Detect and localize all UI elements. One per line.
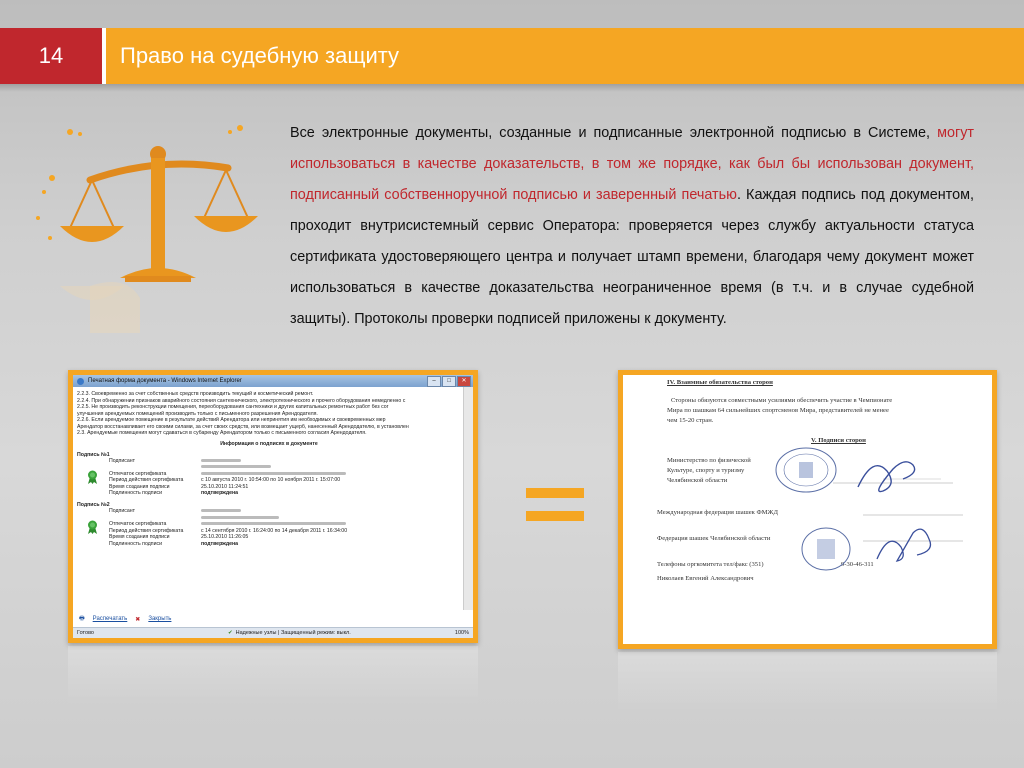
- scales-reflection: [30, 278, 265, 333]
- close-doc-icon: ✖: [135, 616, 141, 623]
- doc-signatures-title: V. Подписи сторон: [811, 437, 866, 444]
- serial-value-blurred: [201, 471, 346, 478]
- status-ready: Готово: [77, 630, 94, 636]
- vertical-scrollbar[interactable]: [463, 387, 473, 610]
- doc-phone-tail: 9-30-46-311: [841, 561, 874, 568]
- doc-ministry-line: Министерство по физической: [667, 457, 751, 464]
- ie-titlebar: [73, 375, 473, 387]
- period-value: с 14 сентября 2010 г. 16:24:00 по 14 декабря 2011 г. 16:34:00: [201, 527, 348, 534]
- slide-header: [0, 28, 1024, 84]
- browser-reflection: [68, 646, 478, 706]
- signatures-heading: Информация о подписях в документе: [220, 440, 318, 447]
- signature-title: Подпись №2: [77, 502, 110, 509]
- slide-title: Право на судебную защиту: [102, 28, 1024, 84]
- handwritten-signature-icon: [853, 451, 923, 495]
- time-label: Время создания подписи: [109, 534, 170, 541]
- period-label: Период действия сертификата: [109, 527, 184, 534]
- paragraph-intro: Все электронные документы, созданные и подписанные электронной подписью в Системе,: [290, 125, 938, 141]
- doc-section-title: IV. Взаимные обязательства сторон: [667, 379, 773, 386]
- validity-label: Подлинность подписи: [109, 490, 162, 497]
- signer-label: Подписант: [109, 457, 135, 464]
- browser-screenshot-frame: [68, 370, 478, 643]
- time-value: 25.10.2010 11:26:05: [201, 534, 249, 541]
- doc-line: Арендатор восстанавливает его своими силами, за счет своих средств, или возмещает ущерб, нанесенный Арендодателю, в установлен: [77, 423, 409, 430]
- document-actions: [79, 614, 171, 624]
- doc-paragraph-line: чем 15-20 стран.: [667, 417, 714, 424]
- signer-value-blurred: [201, 508, 241, 515]
- doc-line: 2.3. Арендуемые помещения могут сдаваться в субаренду Арендатором только с письменного согласия Арендодателя.: [77, 430, 367, 436]
- doc-ministry-line: Челябинской области: [667, 477, 728, 484]
- main-paragraph: [290, 118, 974, 335]
- validity-value: подтверждена: [201, 490, 239, 497]
- signature-block-2: [77, 502, 461, 548]
- signer-value-blurred: [201, 458, 241, 465]
- maximize-icon[interactable]: □: [442, 376, 456, 387]
- doc-regional-federation: Федерация шашек Челябинской области: [657, 535, 771, 542]
- official-stamp-icon: [773, 445, 839, 495]
- ie-window: [73, 375, 473, 638]
- doc-line: 2.2.6. Если арендуемое помещение в результате действий Арендатора или непринятия им необходимых и своевременных мер: [77, 417, 386, 423]
- header-shadow: [0, 84, 1024, 92]
- signer-name-blurred: [201, 464, 271, 471]
- scanned-document-frame: [618, 370, 997, 649]
- serial-label: Отпечаток сертификата: [109, 521, 167, 528]
- doc-line: улучшения арендуемых помещений производить только с письменного разрешения Арендодателя.: [77, 410, 318, 417]
- signer-name-blurred: [201, 515, 279, 522]
- ie-logo-icon: [77, 378, 84, 385]
- paragraph-rest: . Каждая подпись под документом, проходит внутрисистемный сервис Оператора: проверяется через службу актуальности статуса сертификата удостоверяющего центра и получает штамп времени, благодаря чему документ может использоваться в качестве доказательства неограниченное время (в т.ч. и в случае судебной защиты). Протоколы проверки подписей приложены к документу.: [290, 187, 974, 327]
- checkmark-icon: ✔: [227, 630, 233, 636]
- time-label: Время создания подписи: [109, 483, 170, 490]
- award-ribbon-icon: [87, 470, 98, 484]
- signature-lines: [623, 375, 992, 644]
- doc-ministry-line: Культуре, спорту и туризму: [667, 467, 745, 474]
- signature-title: Подпись №1: [77, 451, 110, 458]
- print-link[interactable]: Распечатать: [92, 616, 128, 622]
- slide-number: 14: [0, 28, 102, 84]
- document-reflection: [618, 652, 997, 712]
- ie-window-title: Печатная форма документа - Windows Internet Explorer: [88, 378, 242, 384]
- handwritten-signature-icon: [873, 525, 943, 565]
- close-link[interactable]: Закрыть: [148, 616, 172, 622]
- equals-sign-top: [526, 488, 584, 498]
- minimize-icon[interactable]: –: [427, 376, 441, 387]
- time-value: 25.10.2010 11:24:51: [201, 483, 249, 490]
- ie-status-bar: [73, 627, 473, 638]
- window-controls: [427, 376, 471, 387]
- period-label: Период действия сертификата: [109, 477, 184, 484]
- doc-intl-federation: Международная федерация шашек ФМЖД: [657, 509, 778, 516]
- printer-icon: 🖶: [79, 616, 85, 622]
- close-icon[interactable]: ✕: [457, 376, 471, 387]
- doc-paragraph-line: Мира по шашкам 64 сильнейших спортсменов Мира, представителей не менее: [667, 407, 889, 414]
- validity-value: подтверждена: [201, 541, 239, 548]
- zoom-level[interactable]: 100%: [454, 630, 469, 636]
- doc-paragraph-line: Стороны обязуются совместными усилиями обеспечить участие в Чемпионате: [671, 397, 893, 404]
- period-value: с 10 августа 2010 г. 10:54:00 по 10 ноября 2011 г. 15:07:00: [201, 477, 341, 484]
- scanned-document: [623, 375, 992, 644]
- status-zone: Надежные узлы | Защищенный режим: выкл.: [235, 630, 351, 636]
- signature-block-1: [77, 452, 461, 498]
- serial-value-blurred: [201, 521, 346, 528]
- award-ribbon-icon: [87, 520, 98, 534]
- equals-sign-bottom: [526, 511, 584, 521]
- doc-line: 2.2.3. Своевременно за счет собственных средств производить текущий и косметический ремонт.: [77, 391, 314, 397]
- validity-label: Подлинность подписи: [109, 541, 162, 548]
- doc-person: Николаев Евгений Александрович: [657, 575, 754, 582]
- signer-label: Подписант: [109, 508, 135, 515]
- doc-line: 2.2.5. Не производить реконструкции помещения, переоборудования сантехники и других капитальных ремонтных работ без сог: [77, 404, 389, 410]
- federation-stamp-icon: [799, 525, 853, 573]
- ie-document-content: [77, 391, 461, 608]
- paragraph-highlight: могут использоваться в качестве доказательств, в том же порядке, как был бы использован документ, подписанный собственноручной подписью и заверенный печатью: [290, 125, 974, 203]
- doc-line: 2.2.4. При обнаружении признаков аварийного состояния сантехнического, электротехнического и прочего оборудования немедленно с: [77, 397, 406, 404]
- doc-phone: Телефоны оргкомитета тел/факс (351): [657, 561, 764, 568]
- serial-label: Отпечаток сертификата: [109, 470, 167, 477]
